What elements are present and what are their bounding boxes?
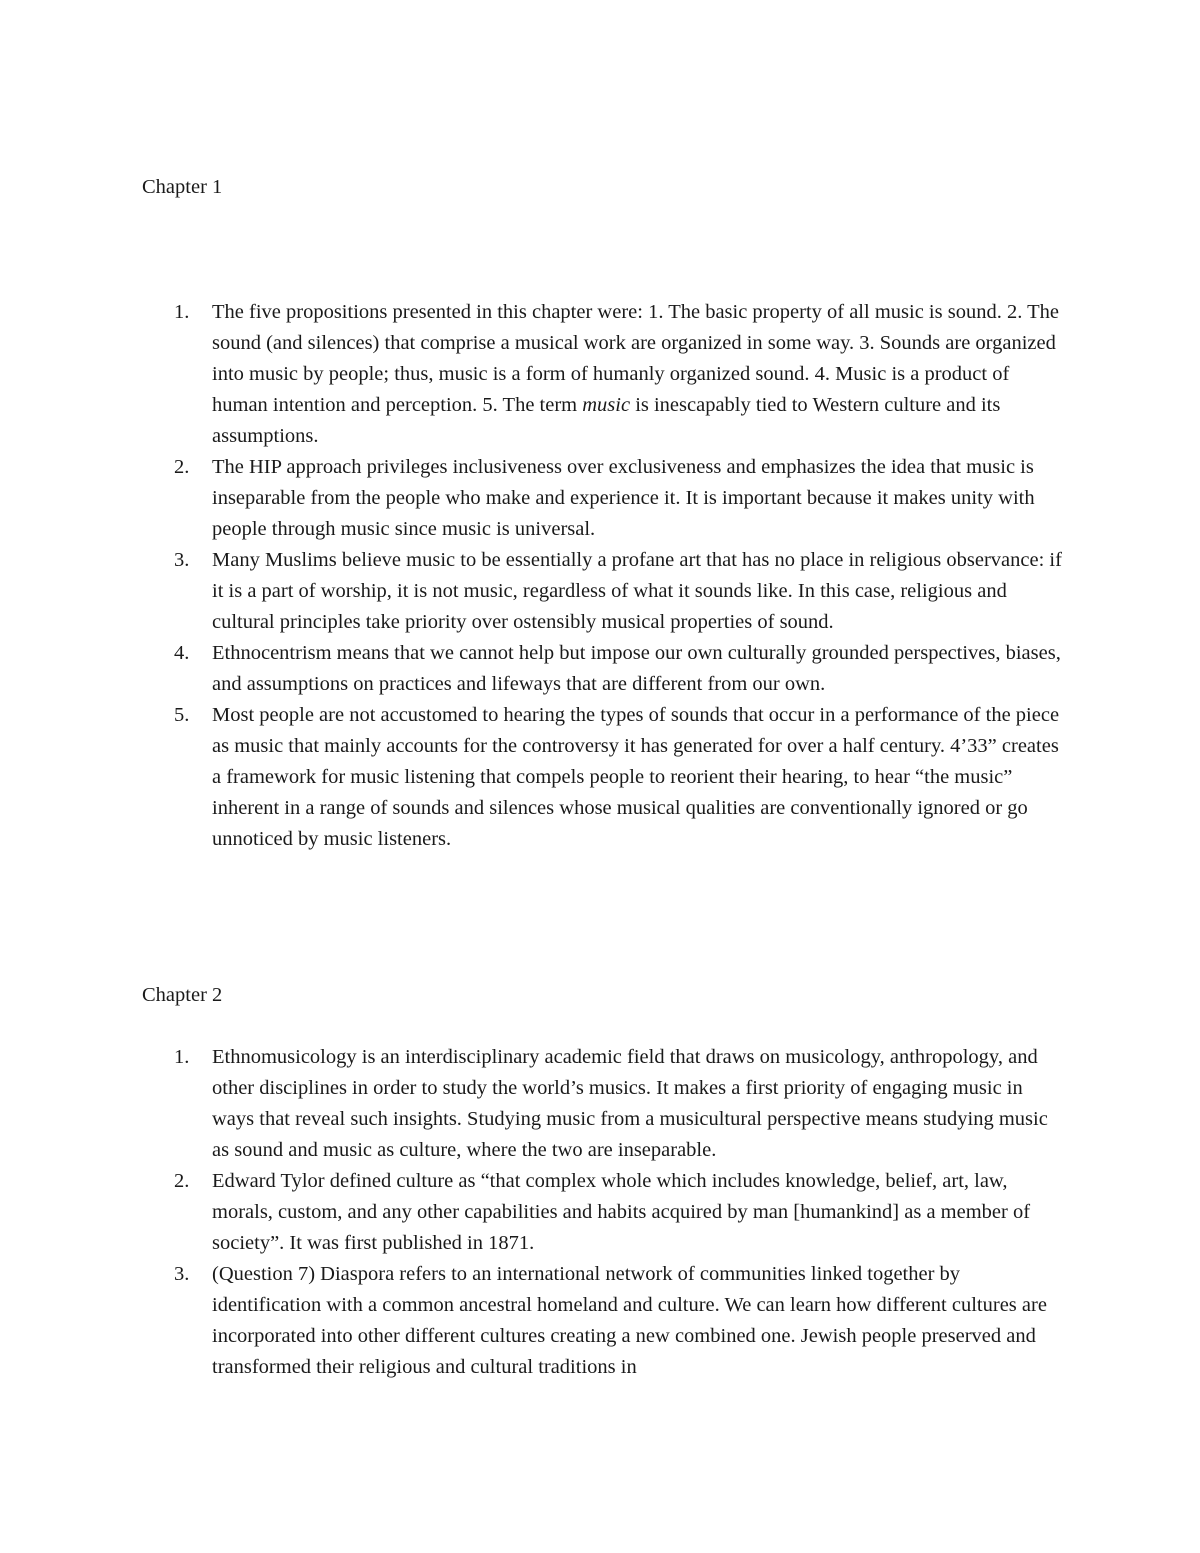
list-item-number: 3. [174, 549, 190, 571]
list-item-text: The HIP approach privileges inclusiveness over exclusiveness and emphasizes the idea that music is inseparable from the people who make and experience it. It is important because it makes unity with people through music since music is universal. [212, 456, 1035, 540]
list-item-number: 2. [174, 456, 190, 478]
list-item [174, 297, 1062, 452]
chapter-1-heading: Chapter 1 [142, 176, 223, 198]
list-item-text: Most people are not accustomed to hearing the types of sounds that occur in a performance of the piece as music that mainly accounts for the controversy it has generated for over a half century. 4’33” creates a framework for music listening that compels people to reorient their hearing, to hear “the music” inherent in a range of sounds and silences whose musical qualities are conventionally ignored or go unnoticed by music listeners. [212, 704, 1060, 850]
list-item-number: 3. [174, 1263, 190, 1285]
list-item-text: Ethnocentrism means that we cannot help but impose our own culturally grounded perspectives, biases, and assumptions on practices and lifeways that are different from our own. [212, 642, 1061, 695]
list-item [174, 700, 1062, 855]
list-item-number: 5. [174, 704, 190, 726]
chapter-2-heading: Chapter 2 [142, 984, 223, 1006]
list-item [174, 545, 1062, 638]
list-item-text [212, 301, 1059, 447]
list-item [174, 452, 1062, 545]
list-item [174, 1259, 1062, 1383]
list-item-text-part: is inescapably tied to Western culture and its assumptions. [212, 394, 1001, 447]
list-item-text-part: The five propositions presented in this chapter were: 1. The basic property of all music is sound. 2. The sound (and silences) that comprise a musical work are organized in some way. 3. Sounds are organized into music by people; thus, music is a form of humanly organized sound. 4. Music is a product of human intention and perception. 5. The term [212, 301, 1059, 416]
list-item-text: (Question 7) Diaspora refers to an international network of communities linked together by identification with a common ancestral homeland and culture. We can learn how different cultures are incorporated into other different cultures creating a new combined one. Jewish people preserved and transformed their religious and cultural traditions in [212, 1263, 1047, 1378]
list-item-number: 1. [174, 301, 190, 323]
list-item-text: Edward Tylor defined culture as “that complex whole which includes knowledge, belief, art, law, morals, custom, and any other capabilities and habits acquired by man [humankind] as a member of society”. It was first published in 1871. [212, 1170, 1031, 1254]
list-item-text: Many Muslims believe music to be essentially a profane art that has no place in religious observance: if it is a part of worship, it is not music, regardless of what it sounds like. In this case, religious and cultural principles take priority over ostensibly musical properties of sound. [212, 549, 1062, 633]
list-item-number: 4. [174, 642, 190, 664]
list-item-number: 1. [174, 1046, 190, 1068]
list-item [174, 1166, 1062, 1259]
list-item [174, 638, 1062, 700]
italic-term: music [582, 394, 631, 416]
list-item [174, 1042, 1062, 1166]
list-item-number: 2. [174, 1170, 190, 1192]
chapter-2-list [174, 1042, 1062, 1383]
chapter-1-list [174, 297, 1062, 855]
list-item-text: Ethnomusicology is an interdisciplinary academic field that draws on musicology, anthropology, and other disciplines in order to study the world’s musics. It makes a first priority of engaging music in ways that reveal such insights. Studying music from a musicultural perspective means studying music as sound and music as culture, where the two are inseparable. [212, 1046, 1048, 1161]
